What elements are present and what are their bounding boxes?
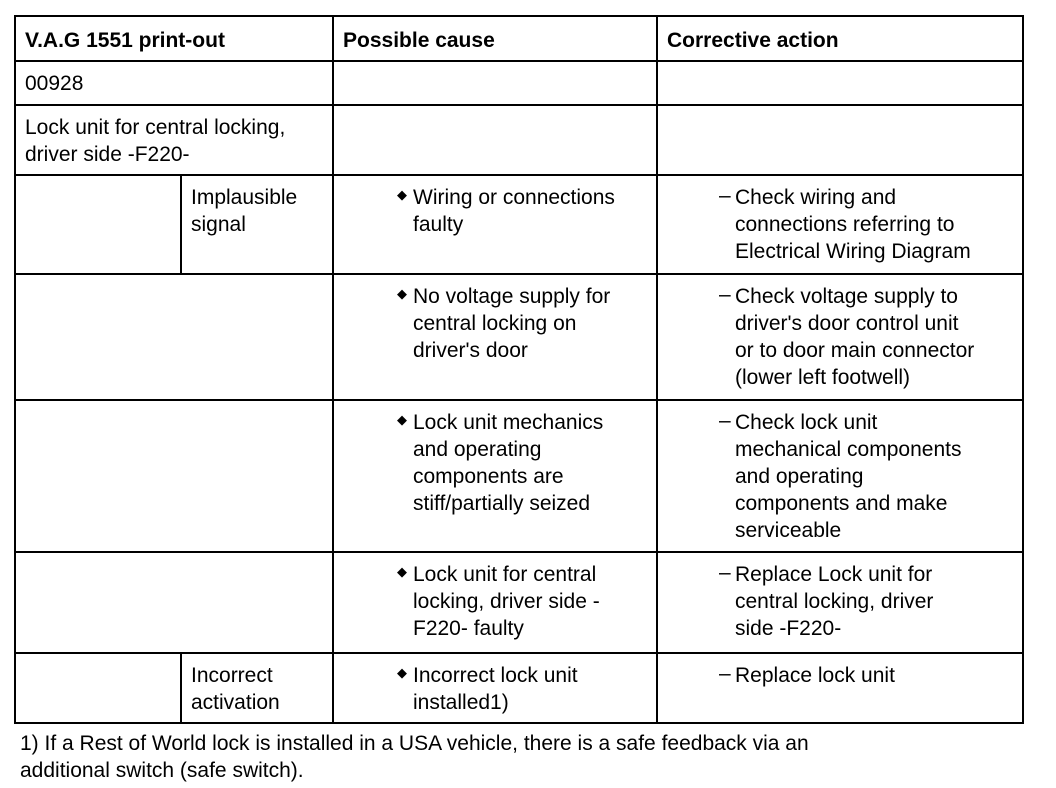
cause-text: No voltage supply for central locking on driver's door xyxy=(413,285,611,362)
fault-code: 00928 xyxy=(15,61,333,105)
table-row xyxy=(15,274,1023,400)
table-row xyxy=(15,175,1023,274)
table-row xyxy=(15,653,1023,723)
action-cell xyxy=(657,653,1023,723)
dash-bullet-icon: – xyxy=(719,283,731,306)
cause-cell xyxy=(333,552,657,653)
dash-bullet-icon: – xyxy=(719,409,731,432)
cause-text: Lock unit mechanics and operating components are stiff/partially seized xyxy=(413,411,604,515)
empty-cell xyxy=(657,61,1023,105)
component-name: Lock unit for central locking, driver side -F220- xyxy=(15,105,333,175)
symptom xyxy=(15,400,333,552)
table-row xyxy=(15,400,1023,552)
header-printout: V.A.G 1551 print-out xyxy=(15,16,333,61)
action-text: Replace Lock unit for central locking, driver side -F220- xyxy=(735,563,934,640)
action-cell xyxy=(657,274,1023,400)
dash-bullet-icon: – xyxy=(719,662,731,685)
empty-cell xyxy=(333,61,657,105)
diamond-bullet-icon: ◆ xyxy=(397,412,407,427)
action-text: Check voltage supply to driver's door control unit or to door main connector (lower left footwell) xyxy=(735,285,975,389)
diamond-bullet-icon: ◆ xyxy=(397,564,407,579)
action-text: Check wiring and connections referring to Electrical Wiring Diagram xyxy=(735,186,971,263)
empty-cell xyxy=(657,105,1023,175)
cause-text: Wiring or connections faulty xyxy=(413,186,615,236)
symptom: Incorrect activation xyxy=(181,653,333,723)
action-cell xyxy=(657,175,1023,274)
action-cell xyxy=(657,400,1023,552)
diamond-bullet-icon: ◆ xyxy=(397,665,407,680)
header-cause: Possible cause xyxy=(333,16,657,61)
diamond-bullet-icon: ◆ xyxy=(397,286,407,301)
diagnostic-table xyxy=(14,15,1024,724)
component-row xyxy=(15,105,1023,175)
footnote: 1) If a Rest of World lock is installed in a USA vehicle, there is a safe feedback via an additional switch (safe switch). xyxy=(20,732,809,782)
action-text: Check lock unit mechanical components and operating components and make serviceable xyxy=(735,411,962,542)
cause-text: Lock unit for central locking, driver side - F220- faulty xyxy=(413,563,600,640)
cause-cell xyxy=(333,175,657,274)
symptom: Implausible signal xyxy=(181,175,333,274)
cause-text: Incorrect lock unit installed1) xyxy=(413,664,578,714)
dash-bullet-icon: – xyxy=(719,561,731,584)
header-row xyxy=(15,16,1023,61)
empty-cell xyxy=(15,653,181,723)
dash-bullet-icon: – xyxy=(719,184,731,207)
empty-cell xyxy=(15,175,181,274)
code-row xyxy=(15,61,1023,105)
empty-cell xyxy=(333,105,657,175)
table-row xyxy=(15,552,1023,653)
cause-cell xyxy=(333,653,657,723)
cause-cell xyxy=(333,274,657,400)
symptom xyxy=(15,274,333,400)
symptom xyxy=(15,552,333,653)
action-cell xyxy=(657,552,1023,653)
cause-cell xyxy=(333,400,657,552)
header-action: Corrective action xyxy=(657,16,1023,61)
diamond-bullet-icon: ◆ xyxy=(397,187,407,202)
action-text: Replace lock unit xyxy=(735,664,895,687)
